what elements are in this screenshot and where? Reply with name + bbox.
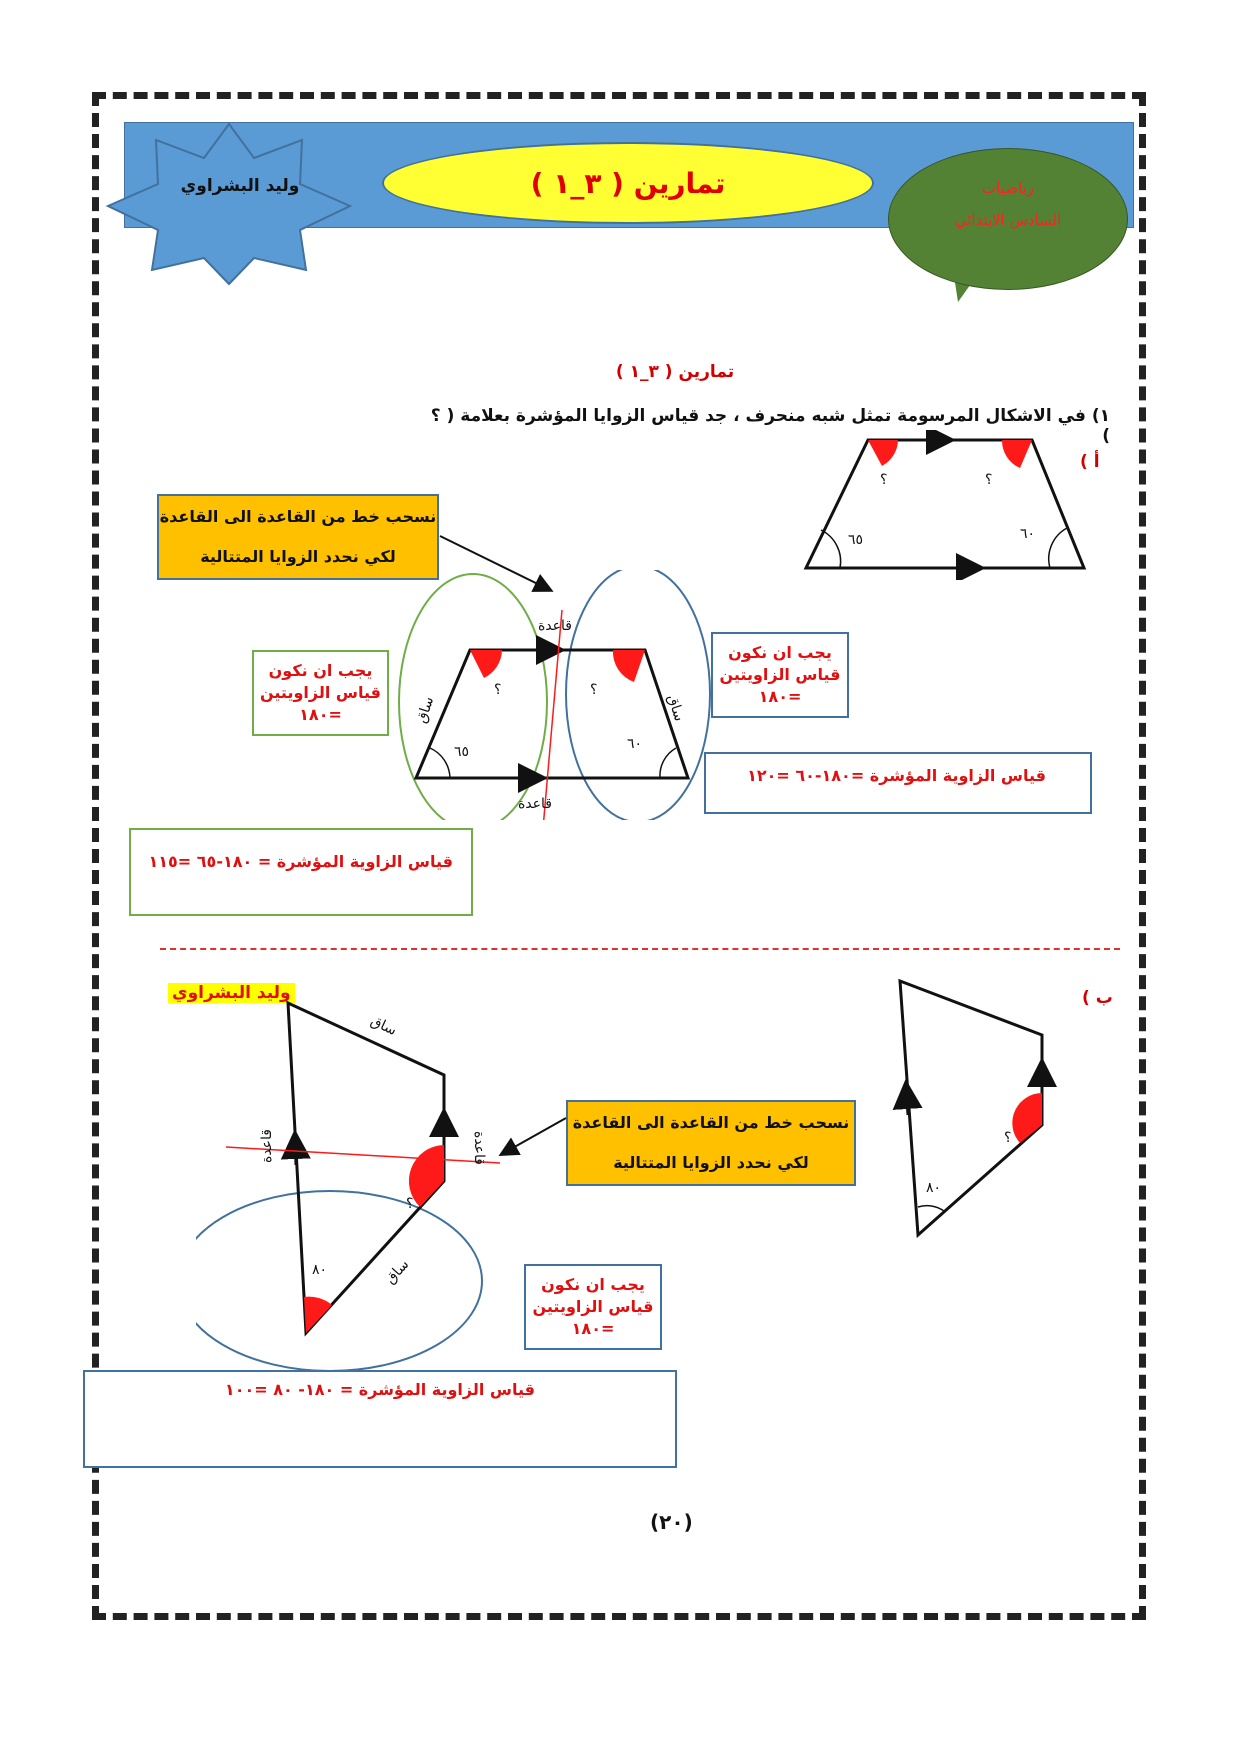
- note-box-a: [157, 494, 439, 580]
- question-text: ١) في الاشكال المرسومة تمثل شبه منحرف ، جد قياس الزوايا المؤشرة بعلامة ( ؟ ): [430, 406, 1110, 446]
- angle-60-worked: ٦٠: [627, 736, 643, 752]
- grade-label: السادس الابتدائي: [954, 211, 1062, 229]
- note-arrow-b: [494, 1116, 570, 1160]
- page-title: تمارين ( ٣_١ ): [530, 166, 726, 200]
- angle-80-label: ٨٠: [926, 1180, 942, 1196]
- note-box-b: [566, 1100, 856, 1186]
- unknown-angle-left: ؟: [494, 682, 502, 698]
- leg-label-bottom: ساق: [382, 1256, 413, 1288]
- base-label-bottom: قاعدة: [518, 796, 552, 812]
- part-b-label: ب ): [1082, 988, 1113, 1008]
- angle-65-worked: ٦٥: [454, 744, 470, 760]
- formula-right: قياس الزاوية المؤشرة =١٨٠-٦٠ =١٢٠: [704, 752, 1092, 814]
- section-heading: تمارين ( ٣_١ ): [615, 362, 735, 382]
- note-line-1: نسحب خط من القاعدة الى القاعدة: [159, 507, 437, 526]
- author-tag: وليد البشراوي: [168, 983, 295, 1003]
- author-star: [104, 118, 354, 288]
- note-line-2: لكي نحدد الزوايا المتتالية: [200, 547, 396, 566]
- angle-65-label: ٦٥: [848, 532, 864, 548]
- section-divider: [160, 948, 1120, 950]
- base-label-left: قاعدة: [259, 1129, 275, 1163]
- sum-note-line2: قياس الزاويتين: [260, 683, 382, 702]
- sum-note-right: [711, 632, 849, 718]
- unknown-angle-b: ؟: [1004, 1130, 1012, 1146]
- formula-b: قياس الزاوية المؤشرة = ١٨٠- ٨٠ =١٠٠: [83, 1370, 677, 1468]
- angle-80-worked: ٨٠: [312, 1262, 328, 1278]
- sum-note-line2: قياس الزاويتين: [532, 1297, 654, 1316]
- leg-label-right: ساق: [663, 692, 688, 724]
- page-number: (٢٠): [650, 1510, 693, 1534]
- trapezoid-a-original: [800, 430, 1090, 580]
- sum-note-line3: =١٨٠: [758, 687, 802, 706]
- base-label-right: قاعدة: [471, 1131, 487, 1165]
- part-a-label: أ ): [1080, 452, 1100, 472]
- formula-left: قياس الزاوية المؤشرة = ١٨٠-٦٥ =١١٥: [129, 828, 473, 916]
- unknown-angle-b-worked: ؟: [406, 1196, 414, 1212]
- base-label-top: قاعدة: [538, 618, 572, 634]
- leg-label-left: ساق: [413, 694, 438, 726]
- sum-note-line1: يجب ان نكون: [268, 661, 373, 680]
- sum-note-line3: =١٨٠: [571, 1319, 615, 1338]
- sum-note-b: [524, 1264, 662, 1350]
- sum-note-left: [252, 650, 389, 736]
- author-name: وليد البشراوي: [180, 176, 300, 196]
- sum-note-line1: يجب ان نكون: [541, 1275, 645, 1294]
- sum-note-line2: قياس الزاويتين: [719, 665, 841, 684]
- unknown-angle-right: ؟: [590, 682, 598, 698]
- subject-badge: [888, 148, 1128, 290]
- unknown-angle-a2: ؟: [985, 472, 993, 488]
- sum-note-line1: يجب ان نكون: [728, 643, 832, 662]
- title-ellipse: [382, 142, 874, 224]
- trapezoid-b-original: [890, 975, 1060, 1245]
- subject-label: رياضيات: [982, 179, 1034, 197]
- leg-label-top: ساق: [367, 1013, 399, 1039]
- note-line-2: لكي نحدد الزوايا المتتالية: [613, 1153, 809, 1172]
- sum-note-line3: =١٨٠: [299, 705, 342, 724]
- note-line-1: نسحب خط من القاعدة الى القاعدة: [572, 1113, 850, 1132]
- trapezoid-b-worked: [196, 985, 536, 1375]
- unknown-angle-a1: ؟: [880, 472, 888, 488]
- angle-60-label: ٦٠: [1020, 526, 1036, 542]
